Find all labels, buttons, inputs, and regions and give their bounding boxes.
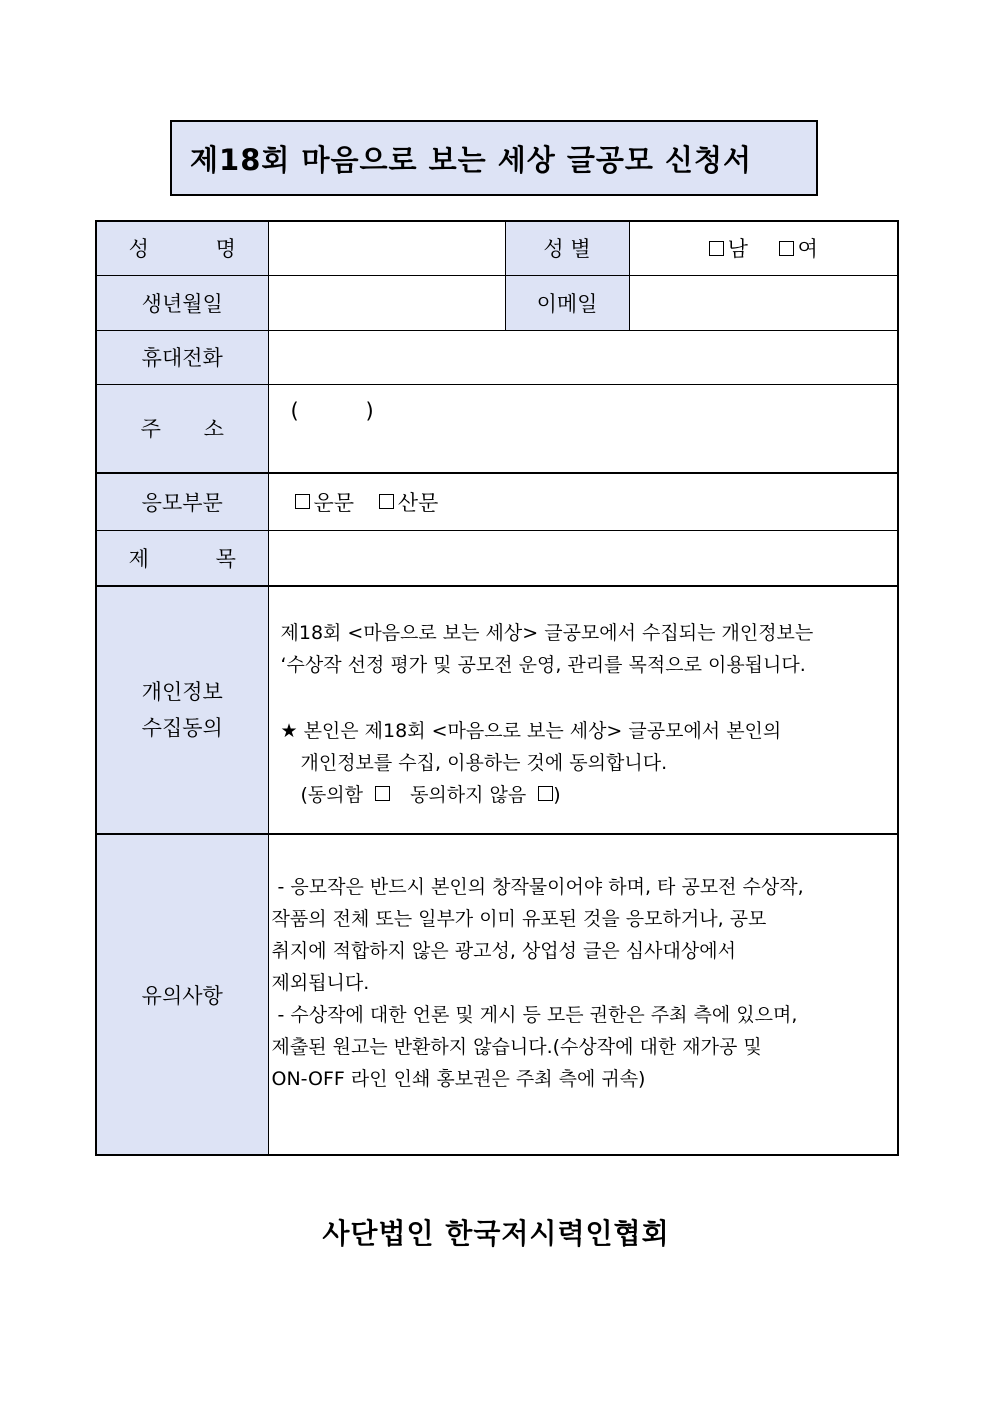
label-address: 주 소 [96,384,268,473]
title-box [170,120,818,196]
label-notes: 유의사항 [96,834,268,1155]
section-prose-label: 산문 [397,490,439,515]
label-privacy [96,586,268,834]
section-verse-label: 운문 [313,490,355,515]
row-birth [96,275,898,330]
agree-label: (동의함 [300,784,363,806]
label-subject: 제 목 [96,530,268,586]
section-field [268,473,898,530]
checkbox-female[interactable] [779,241,794,256]
notes-content [268,834,898,1155]
notes-line: 제외됩니다. [271,972,370,994]
notes-line: - 응모작은 반드시 본인의 창작물이어야 하며, 타 공모전 수상작, [271,876,804,898]
gender-male-label: 남 [727,237,748,262]
consent-line1: ★ 본인은 제18회 <마음으로 보는 세상> 글공모에서 본인의 [280,720,782,742]
label-name: 성 명 [96,221,268,275]
address-field[interactable] [268,384,898,473]
notes-line: ON-OFF 라인 인쇄 홍보권은 주최 측에 귀속) [271,1068,646,1090]
page-title: 제18회 마음으로 보는 세상 글공모 신청서 [190,142,753,177]
notes-line: - 수상작에 대한 언론 및 게시 등 모든 권한은 주최 측에 있으며, [271,1004,798,1026]
label-birth: 생년월일 [96,275,268,330]
privacy-text-line1: 제18회 <마음으로 보는 세상> 글공모에서 수집되는 개인정보는 [280,622,814,644]
privacy-content [268,586,898,834]
label-privacy-line2: 수집동의 [141,716,223,740]
checkbox-male[interactable] [709,241,724,256]
privacy-text-line2: ‘수상작 선정 평가 및 공모전 운영, 관리를 목적으로 이용됩니다. [280,654,806,676]
row-name [96,221,898,275]
consent-close: ) [553,784,561,806]
row-address [96,384,898,473]
checkbox-disagree[interactable] [538,786,553,801]
name-field[interactable] [268,221,505,275]
gender-option-male[interactable] [709,237,748,261]
row-subject [96,530,898,586]
address-postcode: ( ) [290,398,374,423]
email-field[interactable] [629,275,898,330]
organization-name: 사단법인 한국저시력인협회 [322,1217,670,1250]
label-gender: 성 별 [505,221,629,275]
consent-choice [281,779,894,811]
checkbox-verse[interactable] [295,494,310,509]
notes-line: 제출된 원고는 반환하지 않습니다.(수상작에 대한 재가공 및 [271,1036,762,1058]
label-phone: 휴대전화 [96,330,268,384]
label-email: 이메일 [505,275,629,330]
row-notes [96,834,898,1155]
checkbox-prose[interactable] [379,494,394,509]
row-section [96,473,898,530]
gender-option-female[interactable] [779,237,818,261]
checkbox-agree[interactable] [375,786,390,801]
gender-field [629,221,898,275]
row-phone [96,330,898,384]
gender-female-label: 여 [797,237,818,262]
section-option-prose[interactable] [379,491,439,515]
notes-line: 취지에 적합하지 않은 광고성, 상업성 글은 심사대상에서 [271,940,736,962]
disagree-label: 동의하지 않음 [410,784,527,806]
phone-field[interactable] [268,330,898,384]
notes-line: 작품의 전체 또는 일부가 이미 유포된 것을 응모하거나, 공모 [271,908,767,930]
birth-field[interactable] [268,275,505,330]
label-privacy-line1: 개인정보 [141,680,223,704]
consent-line2: 개인정보를 수집, 이용하는 것에 동의합니다. [300,752,668,774]
row-privacy [96,586,898,834]
label-section: 응모부문 [96,473,268,530]
application-form [95,220,899,1156]
section-option-verse[interactable] [295,491,355,515]
subject-field[interactable] [268,530,898,586]
